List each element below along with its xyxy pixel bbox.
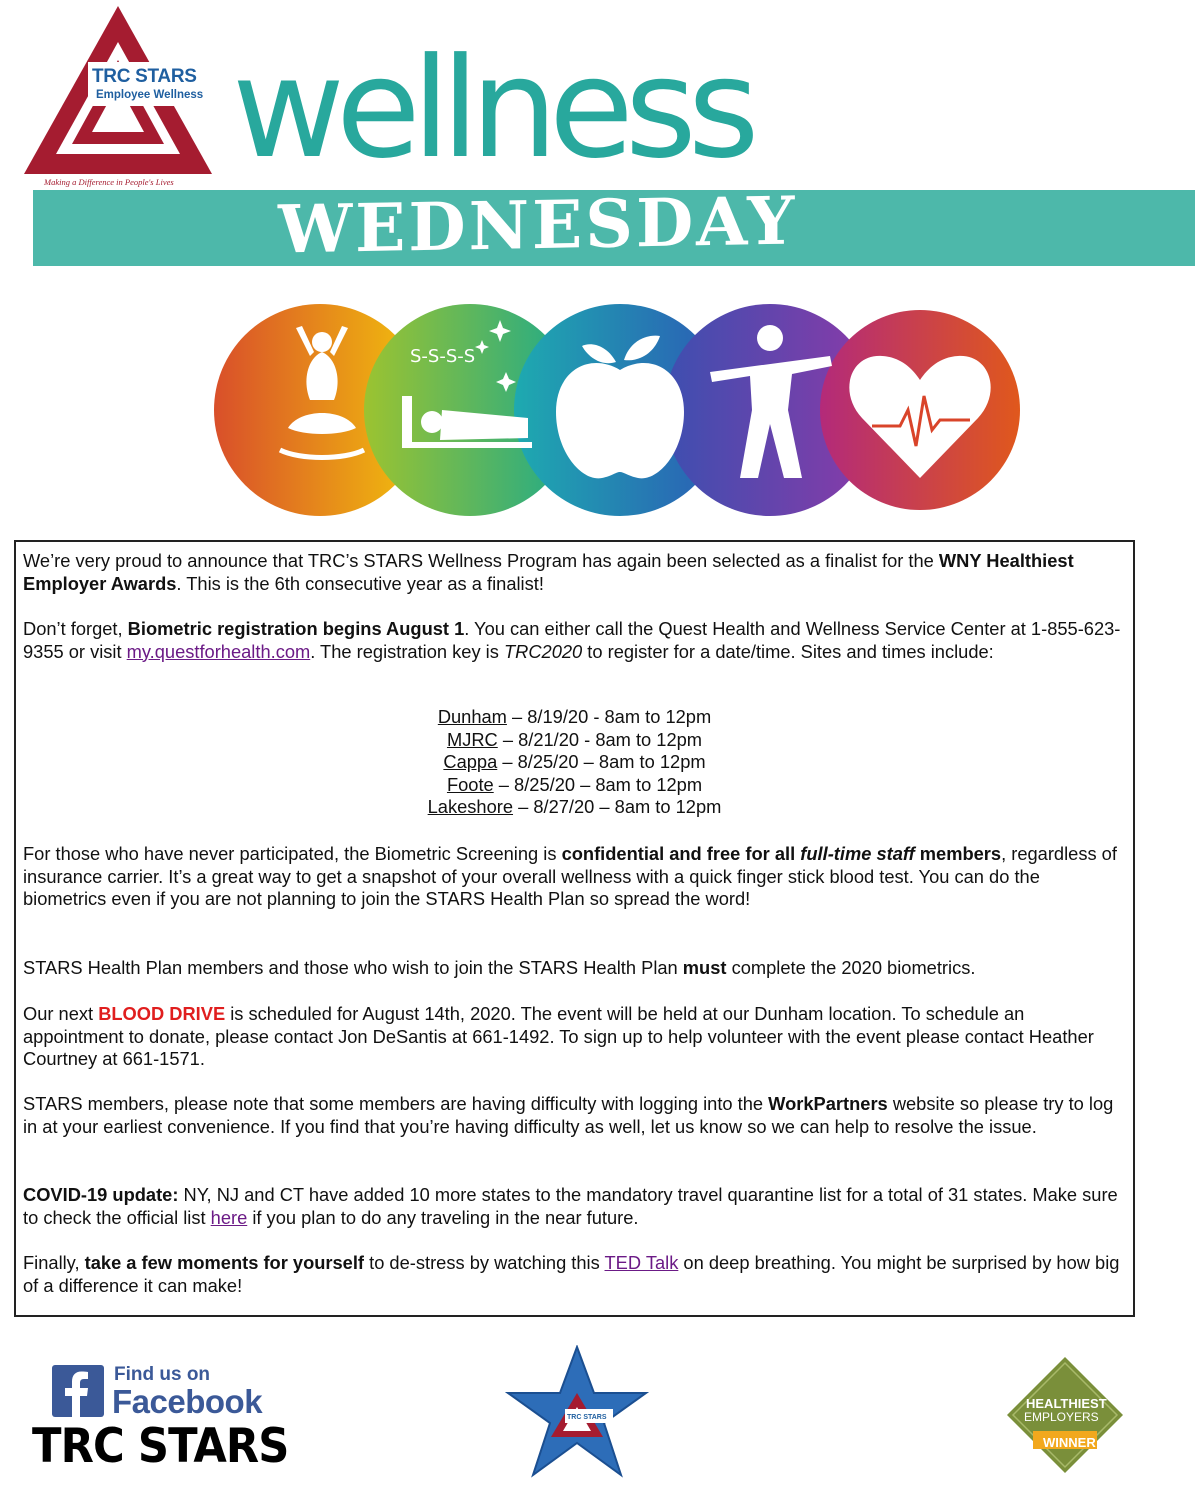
covid-paragraph: COVID-19 update: NY, NJ and CT have added 10 more states to the mandatory travel quarantine list for a total of 31 states. Make sure to check the official list here if you plan to do any traveling in the near future.: [23, 1184, 1118, 1228]
badge-line2: EMPLOYERS: [1024, 1410, 1099, 1424]
sites-list: [14, 706, 1135, 819]
trc-stars-name: TRC STARS: [32, 1419, 289, 1474]
workpartners-paragraph: STARS members, please note that some members are having difficulty with logging into the WorkPartners website so please try to log in at your earliest convenience. If you find that you’re having difficulty as well, let us know so we can help to resolve the issue.: [23, 1093, 1114, 1137]
facebook-icon[interactable]: [52, 1365, 104, 1417]
plan-members-paragraph: STARS Health Plan members and those who wish to join the STARS Health Plan must complete the 2020 biometrics.: [23, 957, 976, 978]
wednesday-title: WEDNESDAY: [278, 181, 798, 269]
blood-drive-label: BLOOD DRIVE: [98, 1003, 226, 1024]
site-name: Foote: [446, 773, 494, 795]
site-item: MJRC – 8/21/20 - 8am to 12pm: [446, 728, 703, 750]
site-item: Lakeshore – 8/27/20 – 8am to 12pm: [427, 796, 722, 818]
stars-star-logo: [505, 1345, 650, 1480]
site-item: Dunham – 8/19/20 - 8am to 12pm: [437, 706, 712, 727]
ted-talk-paragraph: Finally, take a few moments for yourself to de-stress by watching this TED Talk on deep breathing. You might be surprised by how big of a difference it can make!: [23, 1252, 1120, 1296]
logo-title: TRC STARS: [92, 66, 197, 87]
facebook-label[interactable]: Facebook: [112, 1383, 263, 1420]
biometric-paragraph: Don’t forget, Biometric registration begins August 1. You can either call the Quest Health and Wellness Service Center at 1-855-623-9355 or visit my.questforhealth.com. The registration key is TRC2020 to register for a date/time. Sites and times include:: [23, 618, 1121, 662]
site-name: MJRC: [446, 728, 498, 750]
quarantine-list-link[interactable]: here: [210, 1206, 248, 1228]
finalist-paragraph: We’re very proud to announce that TRC’s STARS Wellness Program has again been selected as a finalist for the WNY Healthiest Employer Awards. This is the 6th consecutive year as a finalist!: [23, 550, 1074, 594]
site-name: Lakeshore: [427, 796, 514, 818]
badge-line1: HEALTHIEST: [1026, 1396, 1107, 1411]
site-item: Foote – 8/25/20 – 8am to 12pm: [446, 773, 703, 795]
wellness-icons: [210, 300, 1020, 520]
logo-subtitle: Employee Wellness: [96, 89, 204, 101]
site-name: Cappa: [443, 751, 498, 773]
ted-talk-link[interactable]: TED Talk: [604, 1252, 679, 1273]
star-logo-title: TRC STARS: [567, 1414, 607, 1421]
logo-tagline: Making a Difference in People's Lives: [44, 177, 174, 187]
facebook-find-label[interactable]: Find us on: [114, 1364, 211, 1385]
site-item: Cappa – 8/25/20 – 8am to 12pm: [443, 751, 706, 773]
screening-paragraph: For those who have never participated, the Biometric Screening is confidential and free for all full-time staff members, regardless of insurance carrier. It’s a great way to get a snapshot of your overall wellness with a quick finger stick blood test. You can do the biometrics even if you are not planning to join the STARS Health Plan so spread the word!: [23, 843, 1117, 910]
svg-text:S-S-S-S: S-S-S-S: [410, 346, 476, 367]
quest-link[interactable]: my.questforhealth.com: [126, 640, 311, 662]
blood-drive-paragraph: Our next BLOOD DRIVE is scheduled for August 14th, 2020. The event will be held at our Dunham location. To schedule an appointment to donate, please contact Jon DeSantis at 661-1492. To sign up to help volunteer with the event please contact Heather Courtney at 661-1571.: [23, 1003, 1094, 1070]
wellness-title: wellness: [232, 28, 751, 189]
site-name: Dunham: [437, 706, 507, 727]
badge-winner: WINNER: [1043, 1435, 1096, 1450]
